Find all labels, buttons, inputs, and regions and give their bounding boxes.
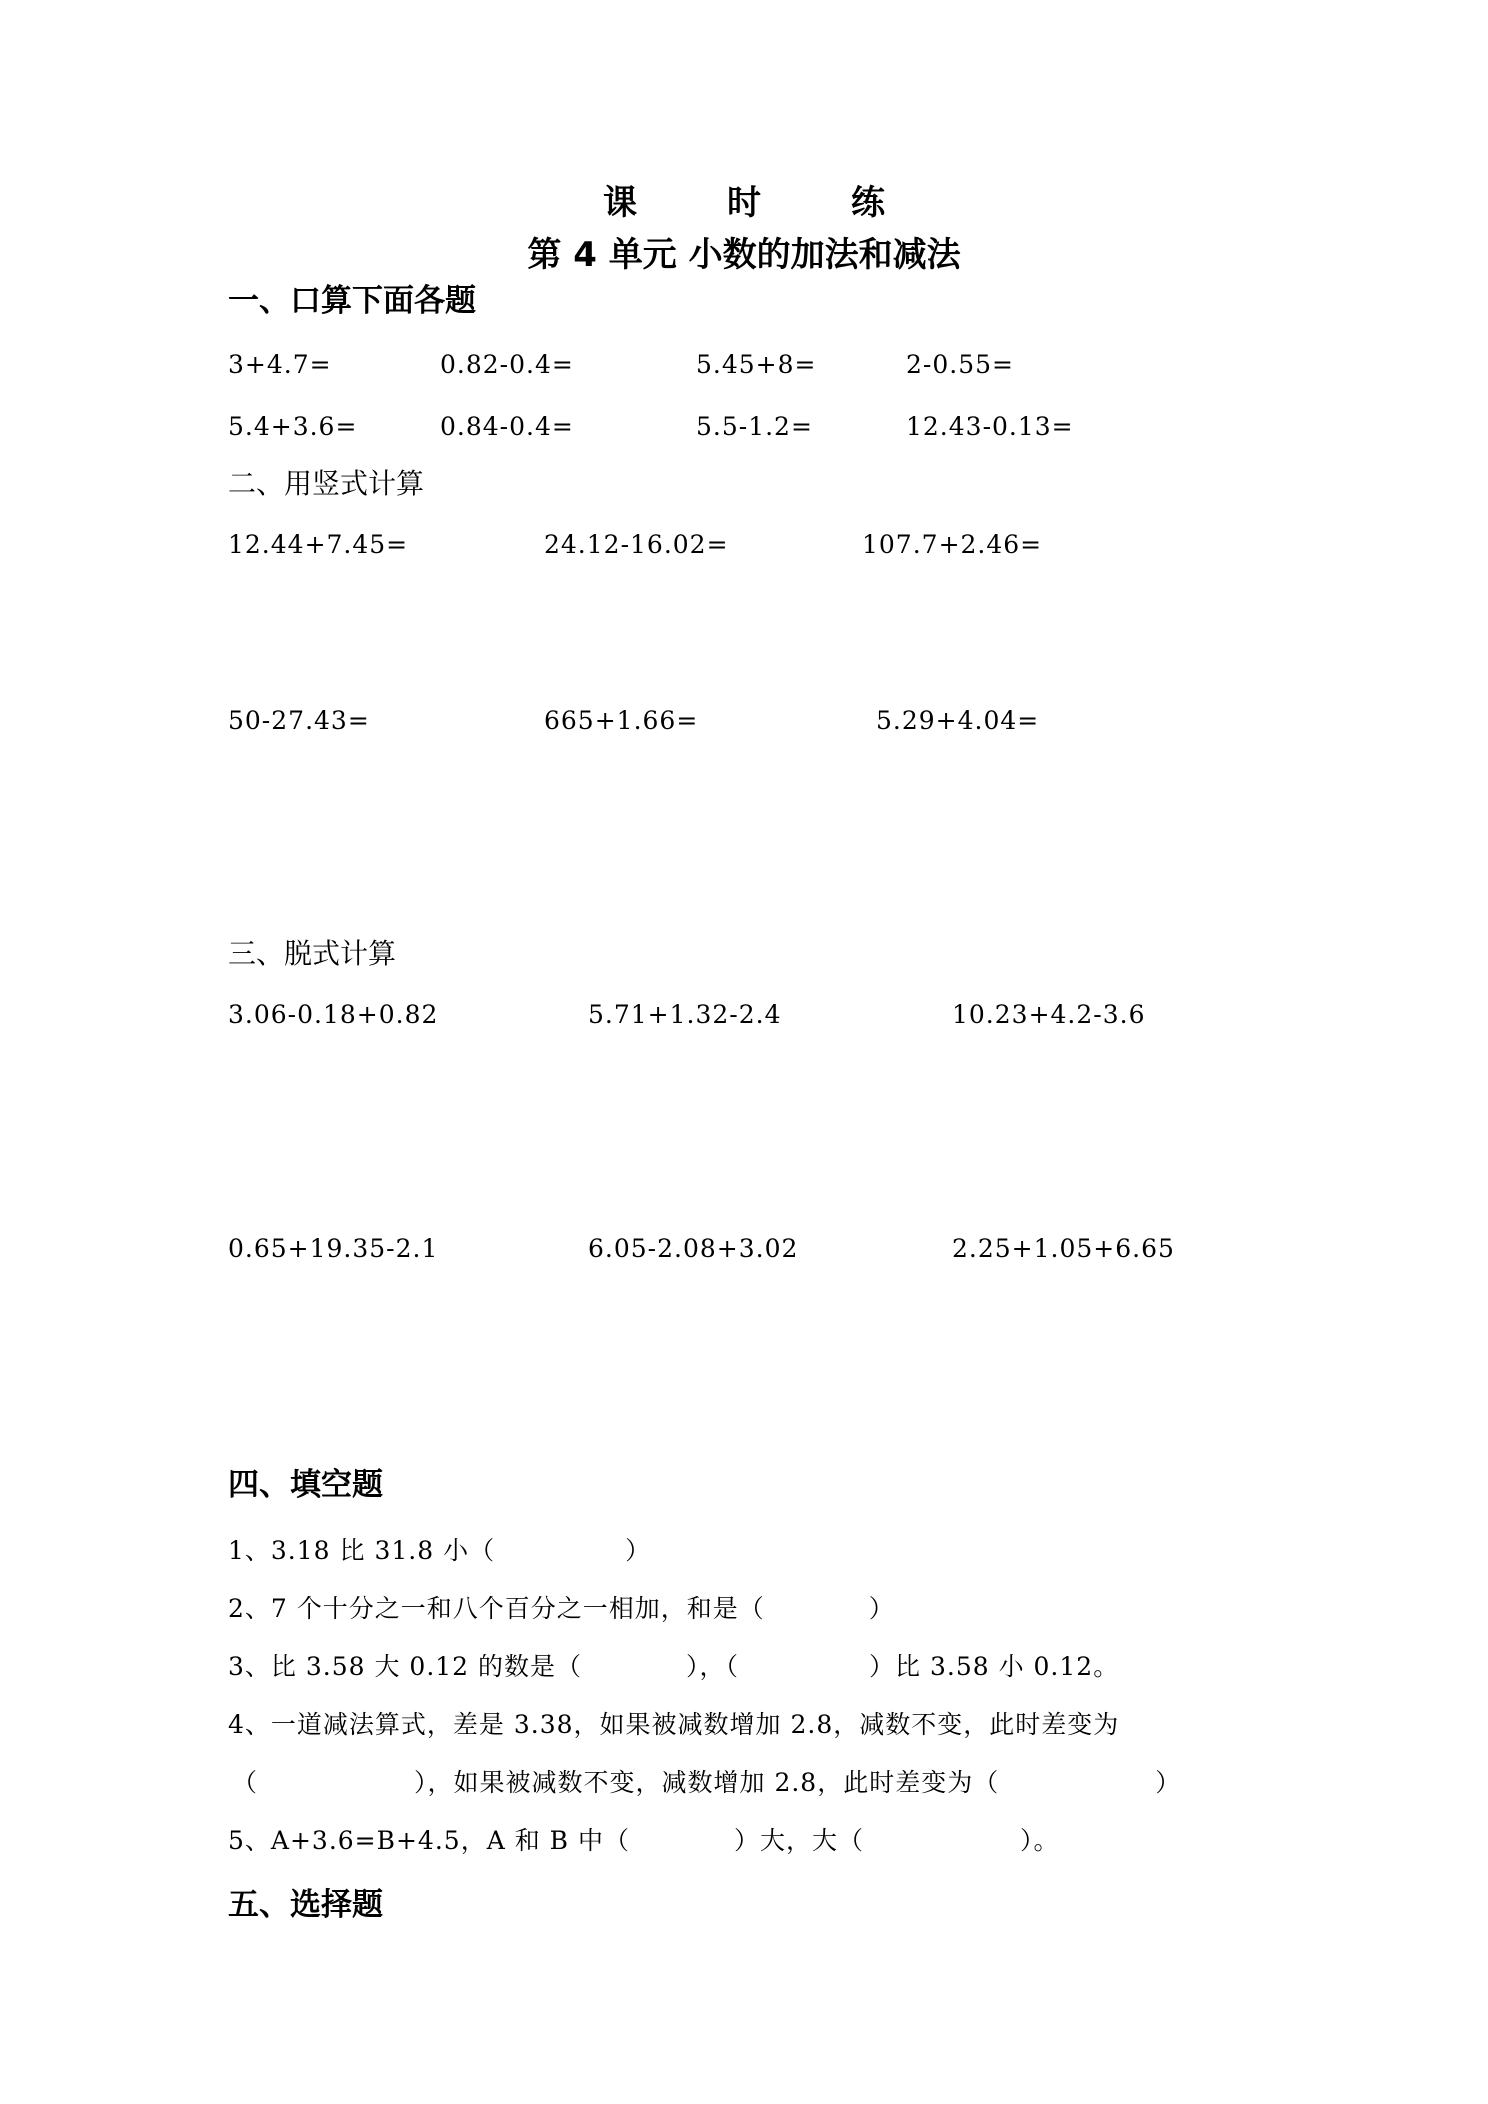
- problem-2-4: 50-27.43=: [228, 706, 370, 735]
- fill-item-4-cont: （ ），如果被减数不变，减数增加 2.8，此时差变为（ ）: [232, 1768, 1182, 1797]
- fill-item-4: 4、一道减法算式，差是 3.38，如果被减数增加 2.8，减数不变，此时差变为: [228, 1710, 1120, 1739]
- problem-2-3: 107.7+2.46=: [862, 530, 1043, 559]
- problem-2-1: 12.44+7.45=: [228, 530, 409, 559]
- section4-heading: 四、填空题: [228, 1467, 383, 1503]
- fill-item-3: 3、比 3.58 大 0.12 的数是（ ），（ ）比 3.58 小 0.12。: [228, 1652, 1120, 1681]
- fill-item-5: 5、A+3.6=B+4.5，A 和 B 中（ ）大，大（ ）。: [228, 1826, 1060, 1855]
- fill-item-1: 1、3.18 比 31.8 小（ ）: [228, 1536, 652, 1565]
- problem-1-7: 5.5-1.2=: [696, 412, 813, 441]
- problem-1-5: 5.4+3.6=: [228, 412, 358, 441]
- fill-item-2: 2、7 个十分之一和八个百分之一相加，和是（ ）: [228, 1594, 895, 1623]
- problem-3-6: 2.25+1.05+6.65: [952, 1234, 1175, 1263]
- problem-1-2: 0.82-0.4=: [440, 350, 574, 379]
- section3-heading: 三、脱式计算: [228, 937, 397, 970]
- problem-1-4: 2-0.55=: [906, 350, 1014, 379]
- problem-1-6: 0.84-0.4=: [440, 412, 574, 441]
- page-subtitle: 第 4 单元 小数的加法和减法: [527, 235, 961, 275]
- problem-2-6: 5.29+4.04=: [876, 706, 1040, 735]
- section1-heading: 一、口算下面各题: [228, 283, 476, 319]
- problem-3-3: 10.23+4.2-3.6: [952, 1000, 1146, 1029]
- page-title: 课 时 练: [603, 183, 913, 223]
- section2-heading: 二、用竖式计算: [228, 467, 425, 500]
- problem-2-2: 24.12-16.02=: [544, 530, 729, 559]
- problem-3-5: 6.05-2.08+3.02: [588, 1234, 799, 1263]
- problem-3-1: 3.06-0.18+0.82: [228, 1000, 439, 1029]
- problem-1-1: 3+4.7=: [228, 350, 332, 379]
- problem-1-3: 5.45+8=: [696, 350, 817, 379]
- problem-3-4: 0.65+19.35-2.1: [228, 1234, 439, 1263]
- problem-3-2: 5.71+1.32-2.4: [588, 1000, 782, 1029]
- problem-2-5: 665+1.66=: [544, 706, 699, 735]
- section5-heading: 五、选择题: [228, 1887, 383, 1923]
- problem-1-8: 12.43-0.13=: [906, 412, 1074, 441]
